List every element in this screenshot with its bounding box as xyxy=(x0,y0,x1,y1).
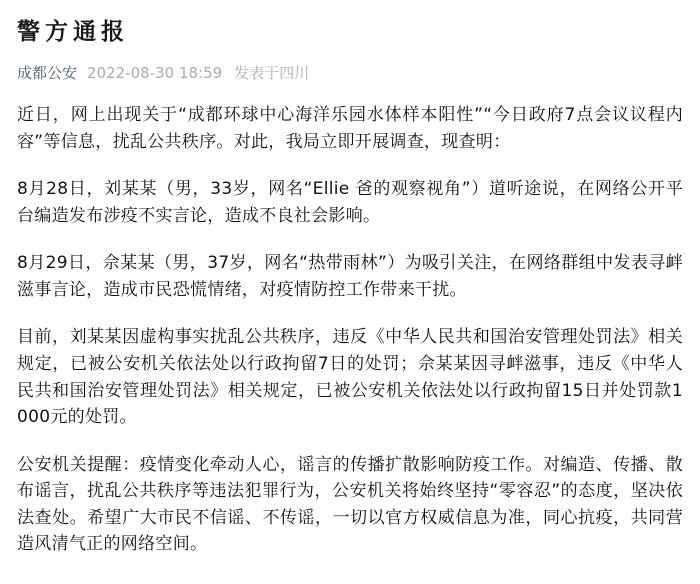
article-paragraph: 公安机关提醒：疫情变化牵动人心，谣言的传播扩散影响防疫工作。对编造、传播、散布谣言，扰乱公共秩序等违法犯罪行为，公安机关将始终坚持“零容忍”的态度，坚决依法查处。希望广大市民不信谣、不传谣，一切以官方权威信息为准，同心抗疫，共同营造风清气正的网络空间。 xyxy=(17,454,683,555)
article-paragraph: 8月28日，刘某某（男，33岁，网名“Ellie 爸的观察视角”）道听途说，在网络公开平台编造发布涉疫不实言论，造成不良社会影响。 xyxy=(17,179,683,226)
byline xyxy=(17,64,683,84)
article-body xyxy=(17,102,683,557)
page-title: 警方通报 xyxy=(17,19,129,45)
publish-location: 发表于四川 xyxy=(234,63,310,82)
article-paragraph: 目前，刘某某因虚构事实扰乱公共秩序，违反《中华人民共和国治安管理处罚法》相关规定，已被公安机关依法处以行政拘留7日的处罚；佘某某因寻衅滋事，违反《中华人民共和国治安管理处罚法》相关规定，已被公安机关依法处以行政拘留15日并处罚款1000元的处罚。 xyxy=(17,327,683,428)
article-paragraph: 8月29日，佘某某（男，37岁，网名“热带雨林”）为吸引关注，在网络群组中发表寻衅滋事言论，造成市民恐慌情绪，对疫情防控工作带来干扰。 xyxy=(17,253,683,300)
article-paragraph: 近日，网上出现关于“成都环球中心海洋乐园水体样本阳性”“今日政府7点会议议程内容”等信息，扰乱公共秩序。对此，我局立即开展调查，现查明： xyxy=(17,105,683,152)
publish-timestamp: 2022-08-30 18:59 xyxy=(87,63,223,82)
account-name-link[interactable]: 成都公安 xyxy=(17,63,78,82)
